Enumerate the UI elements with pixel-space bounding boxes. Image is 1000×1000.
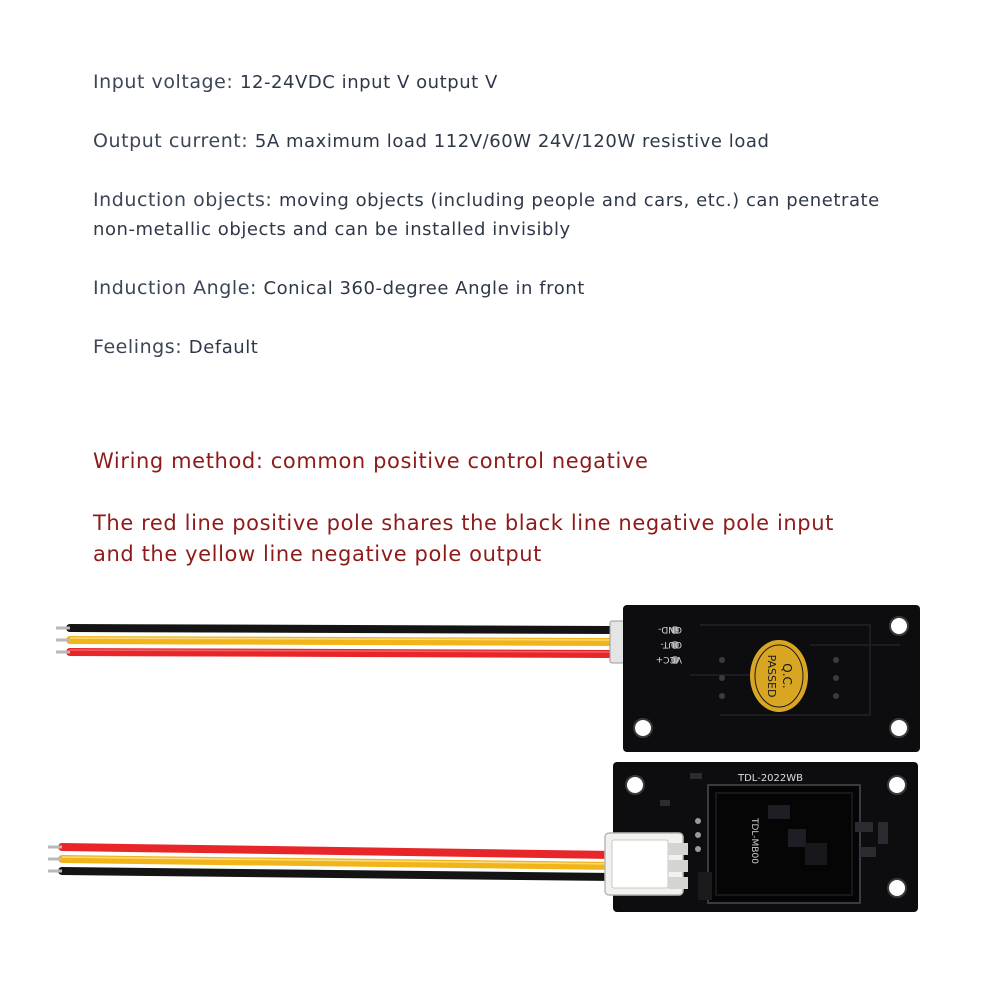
product-photo [0, 585, 1000, 1000]
spec-value: moving objects (including people and cars, etc.) can penetrate [278, 190, 880, 211]
spec-label: Induction objects: [93, 189, 273, 211]
spec-label: Induction Angle: [93, 277, 257, 299]
spec-value: 12-24VDC input V output V [239, 72, 498, 93]
mount-hole [888, 776, 906, 794]
spec-label: Output current: [93, 130, 249, 152]
wiring-method: Wiring method: common positive control negative [93, 449, 649, 473]
wiring-description [93, 508, 834, 570]
wiring-line-1: The red line positive pole shares the black line negative pole input [93, 511, 834, 535]
mount-hole [634, 719, 652, 737]
board-silkscreen: TDL-2022WB [738, 773, 804, 784]
spec-induction-angle [93, 274, 585, 303]
spec-value: Default [188, 337, 259, 358]
mount-hole [890, 719, 908, 737]
radar-module [708, 785, 860, 903]
spec-feelings [93, 333, 258, 362]
spec-induction-objects [93, 186, 880, 244]
bottom-wires [48, 847, 615, 877]
spec-label: Feelings: [93, 336, 183, 358]
top-wires [56, 628, 612, 654]
pin-label-gnd: GND- [658, 624, 682, 634]
mount-hole [890, 617, 908, 635]
pin-label-vcc: VCC+ [655, 654, 682, 664]
bottom-sensor-assembly [48, 762, 918, 912]
passed-text: PASSED [765, 654, 778, 698]
spec-output-current [93, 127, 769, 156]
wiring-line-2: and the yellow line negative pole output [93, 542, 543, 566]
pin-label-out: OUT- [660, 639, 682, 649]
mount-hole [626, 776, 644, 794]
qc-text: Q.C. [780, 663, 794, 689]
spec-label: Input voltage: [93, 71, 234, 93]
spec-input-voltage [93, 68, 498, 97]
spec-value: Conical 360-degree Angle in front [263, 278, 585, 299]
bottom-connector [605, 833, 688, 895]
spec-value: 5A maximum load 112V/60W 24V/120W resistive load [254, 131, 770, 152]
capacitor [698, 872, 712, 900]
mount-hole [888, 879, 906, 897]
qc-sticker [750, 640, 808, 712]
top-sensor-assembly [56, 605, 920, 752]
module-label: TDL-MB00 [749, 818, 759, 864]
spec-value-continued: non-metallic objects and can be installed invisibly [93, 219, 571, 240]
top-connector [610, 621, 624, 663]
